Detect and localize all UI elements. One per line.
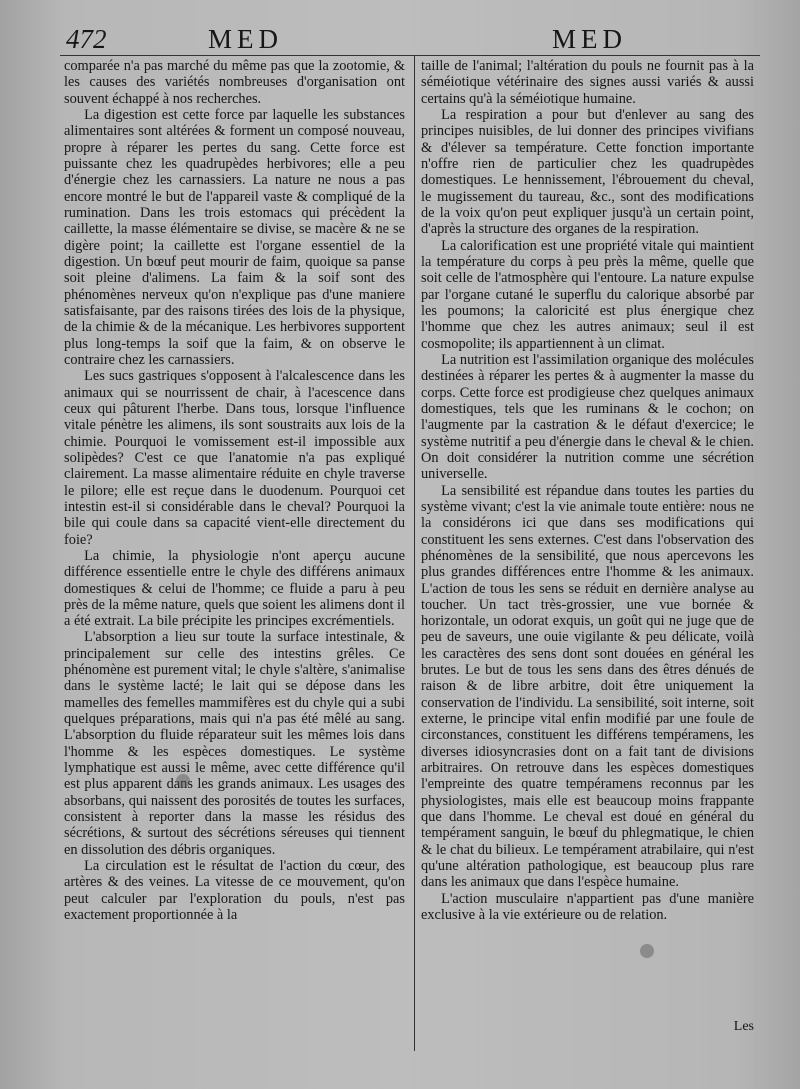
left-column: [64, 58, 405, 923]
paragraph: La chimie, la physiologie n'ont aperçu aucune différence essentielle entre le chyle des différens animaux domestiques & celui de l'homme; ce fluide a paru à peu près de la même nature, quels que soient les alimens dont il a été extrait. La bile précipite les principes excrémentiels.: [64, 547, 405, 630]
running-head-left: MED: [208, 24, 283, 54]
right-column: [421, 58, 754, 923]
catchword: Les: [733, 1019, 754, 1034]
paragraph: La circulation est le résultat de l'action du cœur, des artères & des veines. La vitesse de ce mouvement, qu'on peut calculer par l'exploration du pouls, n'est pas exactement proportionnée à la: [64, 858, 405, 924]
paragraph: La sensibilité est répandue dans toutes les parties du système vivant; c'est la vie animale toute entière: nous ne la considérons ici que dans ses modifications qui constituent les sens externes. C'est dans l'observation des phénomènes de la sensibilité, que nous apercevons les plus grandes différences entre l'homme & les animaux. L'action de tous les sens se réduit en dernière analyse au toucher. Un tact très-grossier, une vue bornée & horizontale, un odorat exquis, un goût qui ne juge que de peu de saveurs, une ouie vigilante & peu délicate, voilà les caractères des sens dont sont douées en général les brutes. Le but de tous les sens dans des êtres dénués de raison & de libre arbitre, doit être uniquement la conservation de l'individu. La sensibilité, soit interne, soit externe, le principe vital enfin modifié par une foule de circonstances, constituent les différens tempéramens, les diverses idiosyncrasies dont on a fait tant de divisions arbitraires. On retrouve dans les espèces domestiques l'empreinte des quatre tempéramens reconnus par les physiologistes, mais elle est beaucoup moins frappante que dans l'homme. Le cheval est doué en général du tempérament sanguin, le bœuf du phlegmatique, le chien & le chat du bilieux. Le tempérament atrabilaire, qui n'est qu'une altération pathologique, est beaucoup plus rare dans les animaux que dans l'espèce humaine.: [421, 482, 754, 891]
running-head-right: MED: [552, 24, 627, 54]
paragraph: taille de l'animal; l'altération du pouls ne fournit pas à la séméiotique vétérinaire des signes aussi variés & aussi certains qu'à la séméiotique humaine.: [421, 58, 754, 107]
paragraph: La digestion est cette force par laquelle les substances alimentaires sont altérées & forment un composé nouveau, propre à réparer les pertes du sang. Cette force est puissante chez les quadrupèdes herbivores; elle a peu d'énergie chez les carnassiers. La nature ne nous a pas encore montré le but de l'appareil vaste & compliqué de la rumination. Dans les trois estomacs qui précèdent la caillette, la masse élémentaire se divise, se macère & ne se digère point; la caillette est l'organe essentiel de la digestion. Un bœuf peut mourir de faim, quoique sa panse soit pleine d'alimens. La faim & la soif sont des phénomènes nerveux qu'on n'explique pas d'une maniere satisfaisante, par des raisons tirées des lois de la physique, de la chimie & de la mécanique. Les herbivores supportent plus long-temps la soif que la faim, & on observe le contraire chez les carnassiers.: [64, 106, 405, 368]
paragraph: L'absorption a lieu sur toute la surface intestinale, & principalement sur celle des intestins grêles. Ce phénomène est purement vital; le chyle s'altère, s'animalise dans le système lacté; le lait qui se dépose dans les mamelles des femelles mammifères est du chyle qui a subi quelques préparations, mais qui n'a pas été mêlé au sang. L'absorption du fluide réparateur suit les mêmes lois dans l'homme & les espèces domestiques. Le système lymphatique est aussi le même, avec cette différence qu'il est plus apparent dans les grands animaux. Les usages des absorbans, qui naissent des porosités de toutes les surfaces, consistent à reporter dans la masse les résidus des sécrétions, & surtout des sécrétions séreuses qui tiennent en dissolution des débris organiques.: [64, 629, 405, 858]
ink-speck: [640, 944, 654, 958]
paragraph: La nutrition est l'assimilation organique des molécules destinées à réparer les pertes & à augmenter la masse du corps. Cette force est prodigieuse chez quelques animaux domestiques, tels que les ruminans & le cochon; on l'augmente par la castration & le défaut d'exercice; le système nutritif a peu d'énergie dans le cheval & le chien. On doit considérer la nutrition comme une sécrétion universelle.: [421, 351, 754, 483]
page-header: [60, 22, 760, 56]
paragraph: L'action musculaire n'appartient pas d'une manière exclusive à la vie extérieure ou de relation.: [421, 890, 754, 924]
page-number: 472: [66, 24, 107, 54]
paragraph: Les sucs gastriques s'opposent à l'alcalescence dans les animaux qui se nourrissent de chair, à l'acescence dans ceux qui pâturent l'herbe. Dans tous, lorsque l'influence vitale pénètre les alimens, ils sont soustraits aux lois de la chimie. Pourquoi le vomissement est-il impossible aux solipèdes? C'est ce que l'anatomie n'a pas expliqué clairement. La masse alimentaire réduite en chyle traverse le pilore; elle est reçue dans le duodenum. Pourquoi cet intestin est-il si considérable dans le cheval? Pourquoi la bile qui coule dans sa capacité vient-elle directement du foie?: [64, 368, 405, 548]
paragraph: La calorification est une propriété vitale qui maintient la température du corps à peu près la même, quelle que soit celle de l'atmosphère qui l'entoure. La nature expulse par l'organe cutané le superflu du calorique absorbé par les poumons; la caloricité est plus énergique chez l'homme que chez les autres animaux; seul il est cosmopolite; ils appartiennent à un climat.: [421, 237, 754, 352]
paragraph: comparée n'a pas marché du même pas que la zootomie, & les causes des variétés nombreuses d'organisation ont souvent échappé à nos recherches.: [64, 58, 405, 107]
ink-speck: [176, 774, 190, 788]
paragraph: La respiration a pour but d'enlever au sang des principes nuisibles, de lui donner des principes vivifians & d'élever sa température. Cette fonction importante n'offre rien de particulier chez les quadrupèdes domestiques. Le hennissement, l'ébrouement du cheval, le mugissement du taureau, &c., sont des modifications de la voix qu'on peut expliquer jusqu'à un certain point, d'après la structure des organes de la respiration.: [421, 106, 754, 238]
column-divider: [414, 55, 415, 1051]
header-rule: [60, 55, 760, 56]
